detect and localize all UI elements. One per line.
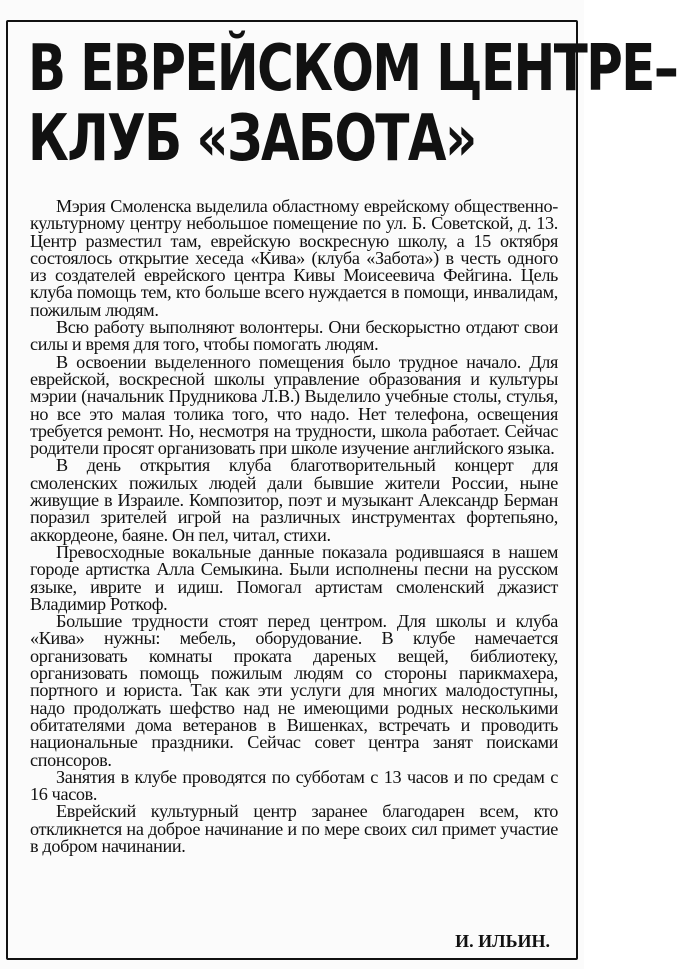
paragraph-1: Мэрия Смоленска выделила областному еврейскому общественно-культурному центру небольшое помещение по ул. Б. Советской, д. 13. Центр разместил там, еврейскую воскресную школу, а 15 октября состоялось открытие хеседа «Кива» (клуба «Забота») в честь одного из создателей еврейского центра Кивы Моисеевича Фейгина. Цель клуба помощь тем, кто больше всего нуждается в помощи, инвалидам, пожилым людям.: [30, 196, 558, 320]
author-signature: И. ИЛЬИН.: [455, 931, 550, 951]
article-body: [30, 198, 558, 855]
paragraph-5: Превосходные вокальные данные показала родившаяся в нашем городе артистка Алла Семыкина. Были исполнены песни на русском языке, иврите и идиш. Помогал артистам смоленский джазист Владимир Роткоф.: [30, 541, 558, 614]
paragraph-2: Всю работу выполняют волонтеры. Они бескорыстно отдают свои силы и время для того, чтобы помогать людям.: [30, 317, 558, 355]
paragraph-8: Еврейский культурный центр заранее благодарен всем, кто откликнется на доброе начинание и по мере своих сил примет участие в добром начинании.: [30, 801, 558, 856]
headline-line-1: В ЕВРЕЙСКОМ ЦЕНТРЕ–: [28, 32, 677, 106]
headline: [28, 32, 677, 176]
paragraph-7: Занятия в клубе проводятся по субботам с 13 часов и по средам с 16 часов.: [30, 766, 558, 805]
paragraph-3: В освоении выделенного помещения было трудное начало. Для еврейской, воскресной школы управление образования и культуры мэрии (начальник Прудникова Л.В.) Выделило учебные столы, стулья, но все это малая толика того, что надо. Нет телефона, освещения требуется ремонт. Но, несмотря на трудности, школа работает. Сейчас родители просят организовать при школе изучение английского языка.: [30, 351, 558, 459]
paragraph-4: В день открытия клуба благотворительный концерт для смоленских пожилых людей дали бывшие жители России, ныне живущие в Израиле. Композитор, поэт и музыкант Александр Берман поразил зрителей игрой на различных инструментах фортепьяно, аккордеоне, баяне. Он пел, читал, стихи.: [30, 455, 558, 545]
headline-line-2: КЛУБ «ЗАБОТА»: [28, 102, 476, 176]
paragraph-6: Большие трудности стоят перед центром. Для школы и клуба «Кива» нужны: мебель, оборудование. В клубе намечается организовать комнаты проката дареных вещей, библиотеку, организовать помощь пожилым людям со стороны парикмахера, портного и юриста. Так как эти услуги для многих малодоступны, надо продолжать шефство над не имеющими родных несколькими обитателями дома ветеранов в Вишенках, встречать и проводить национальные праздники. Сейчас совет центра занят поисками спонсоров.: [30, 611, 558, 770]
